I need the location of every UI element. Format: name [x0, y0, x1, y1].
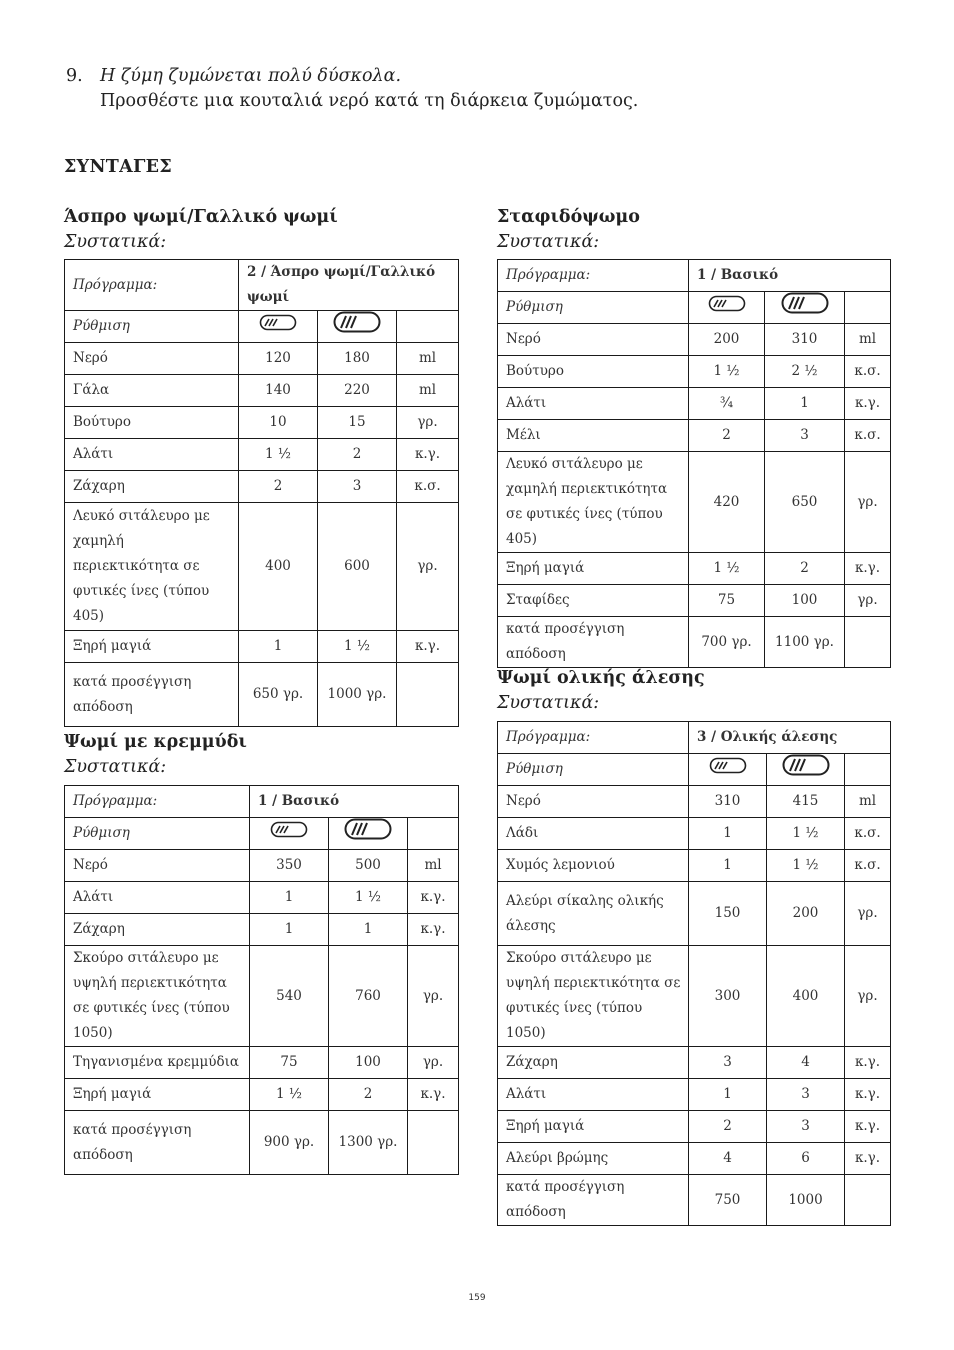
unit: κ.γ. [845, 388, 891, 420]
amount-small: 1 [689, 850, 767, 882]
unit: κ.γ. [397, 439, 459, 471]
amount-small: 1 [239, 631, 318, 663]
ingredient-row [65, 663, 459, 727]
amount-large: 1000 [767, 1175, 845, 1226]
unit: κ.σ. [845, 356, 891, 388]
amount-large: 1 [765, 388, 845, 420]
ingredient-row [498, 617, 891, 668]
setting-unit-cell [845, 754, 891, 786]
unit: ml [845, 786, 891, 818]
unit: κ.σ. [397, 471, 459, 503]
amount-large: 3 [765, 420, 845, 452]
amount-large: 1 ½ [767, 850, 845, 882]
unit: κ.γ. [845, 1143, 891, 1175]
setting-row [498, 292, 891, 324]
unit: ml [397, 375, 459, 407]
amount-large: 3 [318, 471, 397, 503]
ingredient-row [498, 1111, 891, 1143]
amount-small: 900 γρ. [250, 1111, 329, 1175]
amount-large: 6 [767, 1143, 845, 1175]
setting-unit-cell [397, 311, 459, 343]
unit [845, 617, 891, 668]
large-loaf-icon [782, 754, 830, 785]
amount-large: 1100 γρ. [765, 617, 845, 668]
recipe-title-raisin: Σταφιδόψωμο [497, 207, 640, 227]
amount-large: 650 [765, 452, 845, 553]
unit: κ.γ. [845, 1079, 891, 1111]
amount-large: 500 [329, 850, 408, 882]
large-loaf-icon [781, 292, 829, 323]
unit: κ.γ. [397, 631, 459, 663]
program-row [65, 260, 459, 311]
ingredient-name: Αλεύρι σίκαλης ολικής άλεσης [498, 882, 689, 946]
page-number: 159 [468, 1293, 486, 1303]
ingredient-row [65, 1111, 459, 1175]
amount-small: 540 [250, 946, 329, 1047]
ingredient-row [498, 324, 891, 356]
small-loaf-icon [270, 821, 308, 847]
program-row [498, 260, 891, 292]
ingredient-name: Ζάχαρη [65, 914, 250, 946]
ingredient-name: Σταφίδες [498, 585, 689, 617]
program-row [65, 786, 459, 818]
unit [845, 1175, 891, 1226]
ingredient-row [65, 850, 459, 882]
ingredient-row [65, 1047, 459, 1079]
ingredient-name: Ξηρή μαγιά [498, 1111, 689, 1143]
setting-small-cell [250, 818, 329, 850]
program-label: Πρόγραμμα: [498, 260, 689, 292]
unit: κ.σ. [845, 818, 891, 850]
unit: γρ. [845, 946, 891, 1047]
unit: κ.γ. [845, 1111, 891, 1143]
ingredient-row [498, 882, 891, 946]
unit: κ.γ. [845, 553, 891, 585]
recipe-table-raisin [497, 259, 891, 668]
ingredient-name: Λευκό σιτάλευρο με χαμηλή περιεκτικότητα σε φυτικές ίνες (τύπου 405) [65, 503, 239, 631]
amount-small: 1 ½ [250, 1079, 329, 1111]
ingredient-name: Χυμός λεμονιού [498, 850, 689, 882]
unit: γρ. [397, 503, 459, 631]
setting-label: Ρύθμιση [65, 311, 239, 343]
ingredient-name: κατά προσέγγιση απόδοση [65, 1111, 250, 1175]
ingredient-row [498, 946, 891, 1047]
setting-row [498, 754, 891, 786]
program-label: Πρόγραμμα: [65, 260, 239, 311]
ingredient-name: Ξηρή μαγιά [65, 1079, 250, 1111]
amount-large: 2 [765, 553, 845, 585]
ingredient-name: Αλάτι [498, 1079, 689, 1111]
amount-small: 420 [689, 452, 765, 553]
amount-large: 100 [329, 1047, 408, 1079]
amount-small: 1 [250, 882, 329, 914]
recipe-subtitle-wholemeal: Συστατικά: [497, 693, 600, 713]
setting-large-cell [329, 818, 408, 850]
ingredient-name: Νερό [65, 850, 250, 882]
amount-small: 1 ½ [239, 439, 318, 471]
ingredient-row [498, 420, 891, 452]
amount-small: 120 [239, 343, 318, 375]
small-loaf-icon [259, 314, 297, 340]
small-loaf-icon [709, 757, 747, 783]
amount-small: 75 [250, 1047, 329, 1079]
ingredient-row [498, 553, 891, 585]
ingredient-name: Ζάχαρη [65, 471, 239, 503]
unit: γρ. [408, 946, 459, 1047]
amount-large: 2 [318, 439, 397, 471]
ingredient-name: Βούτυρο [498, 356, 689, 388]
amount-large: 310 [765, 324, 845, 356]
setting-row [65, 818, 459, 850]
ingredient-name: Λάδι [498, 818, 689, 850]
unit: ml [397, 343, 459, 375]
setting-unit-cell [845, 292, 891, 324]
setting-unit-cell [408, 818, 459, 850]
ingredient-row [65, 946, 459, 1047]
setting-small-cell [689, 292, 765, 324]
unit: κ.σ. [845, 850, 891, 882]
amount-small: 2 [689, 420, 765, 452]
amount-large: 4 [767, 1047, 845, 1079]
setting-large-cell [767, 754, 845, 786]
ingredient-name: Νερό [498, 786, 689, 818]
ingredient-row [498, 452, 891, 553]
amount-small: 400 [239, 503, 318, 631]
amount-small: 150 [689, 882, 767, 946]
program-value: 2 / Άσπρο ψωμί/Γαλλικό ψωμί [239, 260, 459, 311]
ingredient-row [65, 882, 459, 914]
ingredient-name: Σκούρο σιτάλευρο με υψηλή περιεκτικότητα σε φυτικές ίνες (τύπου 1050) [498, 946, 689, 1047]
unit: ml [845, 324, 891, 356]
amount-small: 3 [689, 1047, 767, 1079]
amount-small: 10 [239, 407, 318, 439]
large-loaf-icon [333, 311, 381, 342]
program-value: 1 / Βασικό [689, 260, 891, 292]
amount-small: 310 [689, 786, 767, 818]
ingredient-name: Νερό [65, 343, 239, 375]
ingredient-name: κατά προσέγγιση απόδοση [498, 617, 689, 668]
amount-small: 2 [689, 1111, 767, 1143]
unit: ml [408, 850, 459, 882]
unit: κ.γ. [408, 914, 459, 946]
ingredient-row [65, 503, 459, 631]
ingredient-row [65, 375, 459, 407]
program-label: Πρόγραμμα: [498, 722, 689, 754]
ingredient-name: Ζάχαρη [498, 1047, 689, 1079]
tip-problem: Η ζύμη ζυμώνεται πολύ δύσκολα. [100, 66, 402, 86]
amount-small: 750 [689, 1175, 767, 1226]
amount-large: 15 [318, 407, 397, 439]
ingredient-row [498, 1143, 891, 1175]
amount-small: 1 [689, 1079, 767, 1111]
recipe-subtitle-onion: Συστατικά: [64, 757, 167, 777]
amount-large: 1 ½ [329, 882, 408, 914]
amount-large: 760 [329, 946, 408, 1047]
ingredient-name: Αλάτι [498, 388, 689, 420]
amount-large: 2 ½ [765, 356, 845, 388]
amount-large: 3 [767, 1079, 845, 1111]
program-value: 3 / Ολικής άλεσης [689, 722, 891, 754]
setting-small-cell [239, 311, 318, 343]
amount-large: 180 [318, 343, 397, 375]
ingredient-name: Λευκό σιτάλευρο με χαμηλή περιεκτικότητα σε φυτικές ίνες (τύπου 405) [498, 452, 689, 553]
amount-small: 4 [689, 1143, 767, 1175]
amount-small: ¾ [689, 388, 765, 420]
tip-number: 9. [66, 66, 83, 86]
unit: γρ. [845, 882, 891, 946]
unit: γρ. [408, 1047, 459, 1079]
tip-solution: Προσθέστε μια κουταλιά νερό κατά τη διάρκεια ζυμώματος. [100, 91, 639, 111]
ingredient-row [498, 585, 891, 617]
amount-large: 200 [767, 882, 845, 946]
amount-large: 1000 γρ. [318, 663, 397, 727]
amount-large: 2 [329, 1079, 408, 1111]
setting-label: Ρύθμιση [65, 818, 250, 850]
setting-label: Ρύθμιση [498, 292, 689, 324]
amount-small: 1 [689, 818, 767, 850]
ingredient-row [498, 786, 891, 818]
ingredient-name: Γάλα [65, 375, 239, 407]
amount-small: 75 [689, 585, 765, 617]
program-value: 1 / Βασικό [250, 786, 459, 818]
unit: γρ. [845, 452, 891, 553]
ingredient-row [498, 388, 891, 420]
recipe-title-wholemeal: Ψωμί ολικής άλεσης [497, 668, 705, 688]
setting-small-cell [689, 754, 767, 786]
ingredient-row [498, 1047, 891, 1079]
large-loaf-icon [344, 818, 392, 849]
amount-small: 350 [250, 850, 329, 882]
ingredient-row [65, 471, 459, 503]
unit: γρ. [397, 407, 459, 439]
ingredient-row [498, 1175, 891, 1226]
amount-large: 1 ½ [767, 818, 845, 850]
amount-small: 1 [250, 914, 329, 946]
unit: κ.σ. [845, 420, 891, 452]
recipe-title-onion: Ψωμί με κρεμμύδι [64, 732, 247, 752]
ingredient-name: Αλάτι [65, 882, 250, 914]
program-label: Πρόγραμμα: [65, 786, 250, 818]
amount-large: 100 [765, 585, 845, 617]
amount-small: 140 [239, 375, 318, 407]
ingredient-name: Νερό [498, 324, 689, 356]
ingredient-name: Βούτυρο [65, 407, 239, 439]
ingredient-row [498, 356, 891, 388]
ingredient-row [65, 407, 459, 439]
section-title: ΣΥΝΤΑΓΕΣ [64, 157, 172, 177]
ingredient-row [498, 850, 891, 882]
amount-small: 1 ½ [689, 356, 765, 388]
unit: κ.γ. [845, 1047, 891, 1079]
recipe-title-white: Άσπρο ψωμί/Γαλλικό ψωμί [64, 207, 338, 227]
amount-small: 650 γρ. [239, 663, 318, 727]
amount-large: 1 ½ [318, 631, 397, 663]
unit: κ.γ. [408, 1079, 459, 1111]
recipe-subtitle-white: Συστατικά: [64, 232, 167, 252]
unit: γρ. [845, 585, 891, 617]
amount-small: 1 ½ [689, 553, 765, 585]
ingredient-name: Μέλι [498, 420, 689, 452]
amount-large: 415 [767, 786, 845, 818]
ingredient-row [498, 1079, 891, 1111]
ingredient-name: Ξηρή μαγιά [498, 553, 689, 585]
amount-large: 600 [318, 503, 397, 631]
program-row [498, 722, 891, 754]
recipe-table-onion [64, 785, 459, 1175]
amount-large: 3 [767, 1111, 845, 1143]
ingredient-row [65, 1079, 459, 1111]
amount-small: 2 [239, 471, 318, 503]
recipe-table-white [64, 259, 459, 727]
amount-small: 200 [689, 324, 765, 356]
ingredient-row [65, 439, 459, 471]
ingredient-row [498, 818, 891, 850]
setting-label: Ρύθμιση [498, 754, 689, 786]
ingredient-name: κατά προσέγγιση απόδοση [65, 663, 239, 727]
recipe-subtitle-raisin: Συστατικά: [497, 232, 600, 252]
unit [408, 1111, 459, 1175]
setting-large-cell [765, 292, 845, 324]
amount-large: 1300 γρ. [329, 1111, 408, 1175]
ingredient-name: Αλάτι [65, 439, 239, 471]
unit [397, 663, 459, 727]
ingredient-row [65, 631, 459, 663]
amount-small: 300 [689, 946, 767, 1047]
ingredient-name: Αλεύρι βρώμης [498, 1143, 689, 1175]
ingredient-row [65, 914, 459, 946]
ingredient-name: Σκούρο σιτάλευρο με υψηλή περιεκτικότητα σε φυτικές ίνες (τύπου 1050) [65, 946, 250, 1047]
ingredient-row [65, 343, 459, 375]
ingredient-name: Ξηρή μαγιά [65, 631, 239, 663]
setting-large-cell [318, 311, 397, 343]
amount-small: 700 γρ. [689, 617, 765, 668]
amount-large: 220 [318, 375, 397, 407]
setting-row [65, 311, 459, 343]
recipe-table-wholemeal [497, 721, 891, 1226]
unit: κ.γ. [408, 882, 459, 914]
amount-large: 400 [767, 946, 845, 1047]
amount-large: 1 [329, 914, 408, 946]
small-loaf-icon [708, 295, 746, 321]
ingredient-name: κατά προσέγγιση απόδοση [498, 1175, 689, 1226]
ingredient-name: Τηγανισμένα κρεμμύδια [65, 1047, 250, 1079]
